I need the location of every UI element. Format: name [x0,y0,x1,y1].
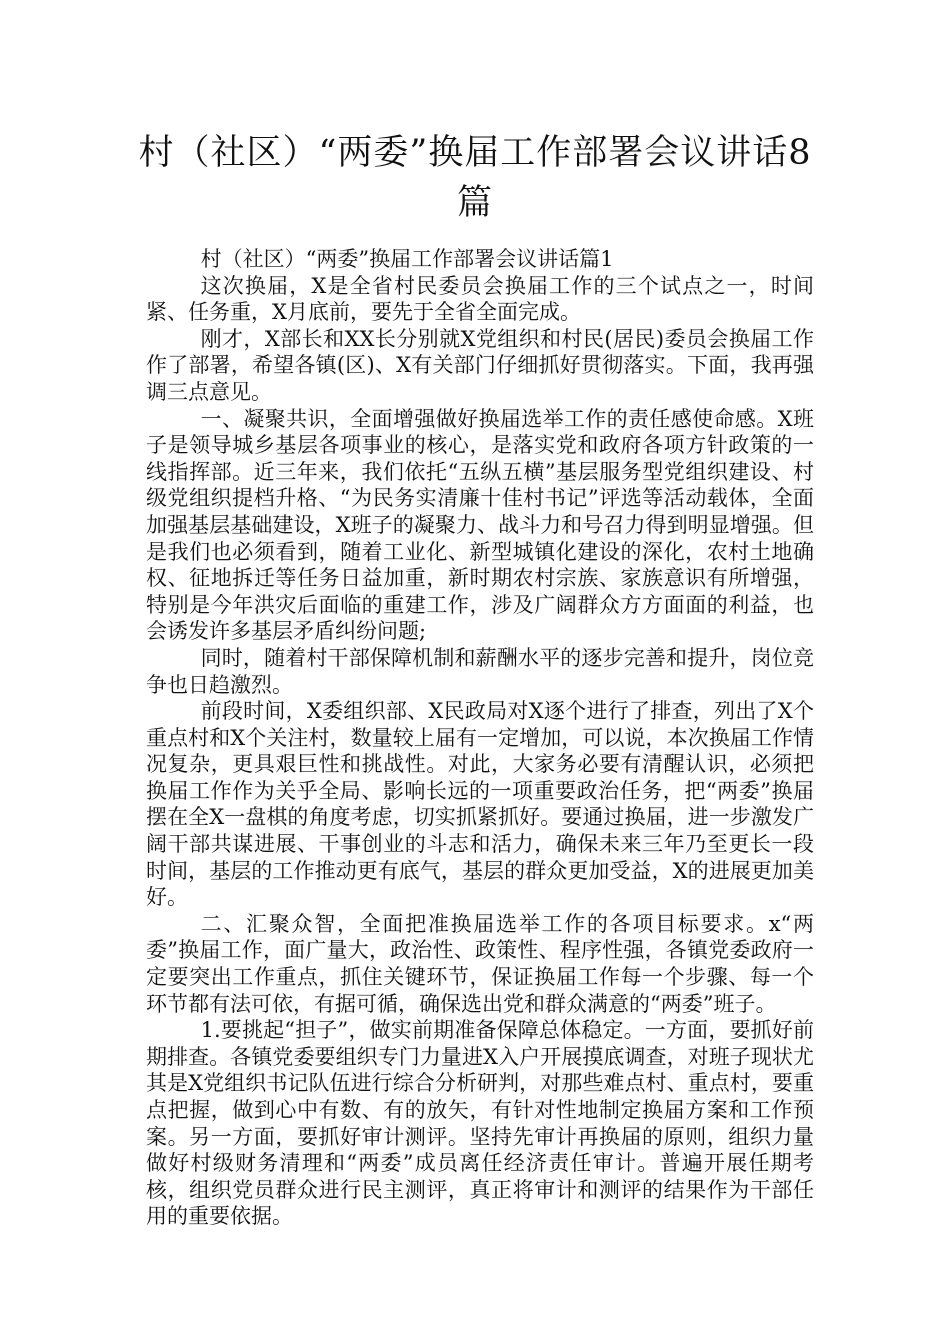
section-subtitle: 村（社区）“两委”换届工作部署会议讲话篇1 [200,247,614,271]
document-body [146,246,814,1230]
paragraph: 1.要挑起“担子”，做实前期准备保障总体稳定。一方面，要抓好前期排查。各镇党委要组织专门力量进X入户开展摸底调查，对班子现状尤其是X党组织书记队伍进行综合分析研判，对那些难点村、重点村，要重点把握，做到心中有数、有的放矢，有针对性地制定换届方案和工作预案。另一方面，要抓好审计测评。坚持先审计再换届的原则，组织力量做好村级财务清理和“两委”成员离任经济责任审计。普遍开展任期考核，组织党员群众进行民主测评，真正将审计和测评的结果作为干部任用的重要依据。 [146,1018,814,1229]
paragraph: 同时，随着村干部保障机制和薪酬水平的逐步完善和提升，岗位竞争也日趋激烈。 [146,645,814,697]
paragraph: 刚才，X部长和XX长分别就X党组织和村民(居民)委员会换届工作作了部署，希望各镇(区)、X有关部门仔细抓好贯彻落实。下面，我再强调三点意见。 [146,326,814,404]
paragraph: 这次换届，X是全省村民委员会换届工作的三个试点之一，时间紧、任务重，X月底前，要先于全省全面完成。 [146,273,814,325]
document-title: 村（社区）“两委”换届工作部署会议讲话8篇 [138,133,812,223]
paragraph: 二、汇聚众智，全面把准换届选举工作的各项目标要求。x“两委”换届工作，面广量大，政治性、政策性、程序性强，各镇党委政府一定要突出工作重点，抓住关键环节，保证换届工作每一个步骤、每一个环节都有法可依，有据可循，确保选出党和群众满意的“两委”班子。 [146,911,814,1016]
paragraph: 一、凝聚共识，全面增强做好换届选举工作的责任感使命感。X班子是领导城乡基层各项事业的核心，是落实党和政府各项方针政策的一线指挥部。近三年来，我们依托“五纵五横”基层服务型党组织建设、村级党组织提档升格、“为民务实清廉十佳村书记”评选等活动载体，全面加强基层基础建设，X班子的凝聚力、战斗力和号召力得到明显增强。但是我们也必须看到，随着工业化、新型城镇化建设的深化，农村土地确权、征地拆迁等任务日益加重，新时期农村宗族、家族意识有所增强，特别是今年洪灾后面临的重建工作，涉及广阔群众方方面面的利益，也会诱发许多基层矛盾纠纷问题; [146,406,814,644]
paragraph: 前段时间，X委组织部、X民政局对X逐个进行了排查，列出了X个重点村和X个关注村，数量较上届有一定增加，可以说，本次换届工作情况复杂，更具艰巨性和挑战性。对此，大家务必要有清醒认识，必须把换届工作作为关乎全局、影响长远的一项重要政治任务，把“两委”换届摆在全X一盘棋的角度考虑，切实抓紧抓好。要通过换届，进一步激发广阔干部共谋进展、干事创业的斗志和活力，确保未来三年乃至更长一段时间，基层的工作推动更有底气，基层的群众更加受益，X的进展更加美好。 [146,699,814,910]
